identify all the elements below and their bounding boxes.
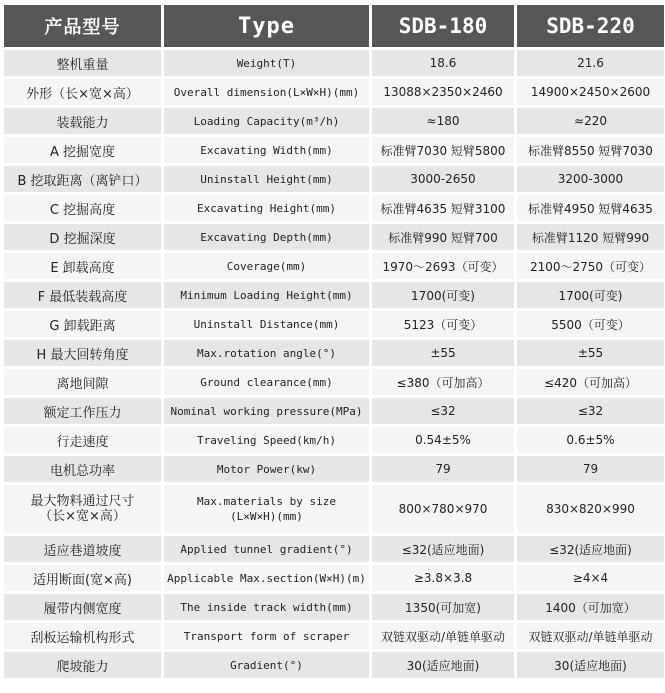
value-sdb-220: 标准臂1120 短臂990 <box>517 224 664 250</box>
param-en: Applied tunnel gradient(°) <box>164 536 369 562</box>
table-row <box>4 79 664 105</box>
table-row <box>4 456 664 482</box>
param-en: Uninstall Height(mm) <box>164 166 369 192</box>
value-sdb-220: 2100～2750（可变） <box>517 253 664 279</box>
table-row <box>4 623 664 649</box>
value-sdb-220: 5500（可变） <box>517 311 664 337</box>
param-en: Excavating Height(mm) <box>164 195 369 221</box>
value-sdb-180: 1350(可加宽) <box>372 594 514 620</box>
value-sdb-180: ±55 <box>372 340 514 366</box>
value-sdb-220: 3200-3000 <box>517 166 664 192</box>
param-en: Excavating Depth(mm) <box>164 224 369 250</box>
param-cn: 适应巷道坡度 <box>4 536 161 562</box>
value-sdb-180: ≤32 <box>372 398 514 424</box>
value-sdb-180: 18.6 <box>372 50 514 76</box>
param-cn: F 最低装载高度 <box>4 282 161 308</box>
value-sdb-180: 3000-2650 <box>372 166 514 192</box>
table-row <box>4 282 664 308</box>
table-row <box>4 137 664 163</box>
value-sdb-220: 1400（可加宽） <box>517 594 664 620</box>
value-sdb-180: ≈180 <box>372 108 514 134</box>
param-cn: 外形（长×宽×高） <box>4 79 161 105</box>
table-row <box>4 594 664 620</box>
param-en: Max.rotation angle(°) <box>164 340 369 366</box>
table-row <box>4 253 664 279</box>
value-sdb-220: 1700(可变) <box>517 282 664 308</box>
param-en-line-2: (L×W×H)(mm) <box>230 510 303 523</box>
value-sdb-220: ≈220 <box>517 108 664 134</box>
value-sdb-220: ≥4×4 <box>517 565 664 591</box>
param-cn: 刮板运输机构形式 <box>4 623 161 649</box>
param-en <box>164 485 369 533</box>
value-sdb-220: ≤32 <box>517 398 664 424</box>
param-en: Excavating Width(mm) <box>164 137 369 163</box>
param-cn: A 挖掘宽度 <box>4 137 161 163</box>
param-en-line-1: Max.materials by size <box>196 495 337 508</box>
value-sdb-180: 800×780×970 <box>372 485 514 533</box>
param-cn: 履带内侧宽度 <box>4 594 161 620</box>
value-sdb-180: 30(适应地面) <box>372 652 514 678</box>
value-sdb-180: ≤380（可加高） <box>372 369 514 395</box>
param-en: Gradient(°) <box>164 652 369 678</box>
table-row <box>4 108 664 134</box>
header-model-sdb-220: SDB-220 <box>517 5 664 47</box>
value-sdb-180: 0.54±5% <box>372 427 514 453</box>
param-en: Traveling Speed(km/h) <box>164 427 369 453</box>
param-cn: 爬坡能力 <box>4 652 161 678</box>
param-cn: 装载能力 <box>4 108 161 134</box>
param-en: Weight(T) <box>164 50 369 76</box>
value-sdb-220: ≤32(适应地面) <box>517 536 664 562</box>
table-row <box>4 50 664 76</box>
value-sdb-180: ≥3.8×3.8 <box>372 565 514 591</box>
param-en: Motor Power(kw) <box>164 456 369 482</box>
value-sdb-220: 30(适应地面) <box>517 652 664 678</box>
value-sdb-180: 5123（可变） <box>372 311 514 337</box>
param-cn-line-1: 最大物料通过尺寸 <box>30 494 135 509</box>
param-cn-line-2: （长×宽×高） <box>39 509 126 524</box>
param-cn: B 挖取距离（离铲口） <box>4 166 161 192</box>
param-cn: 整机重量 <box>4 50 161 76</box>
table-row <box>4 369 664 395</box>
table-row <box>4 195 664 221</box>
param-cn: 行走速度 <box>4 427 161 453</box>
value-sdb-220: 标准臂4950 短臂4635 <box>517 195 664 221</box>
header-row <box>4 5 664 47</box>
value-sdb-180: 1970～2693（可变） <box>372 253 514 279</box>
table-row <box>4 166 664 192</box>
param-en: Overall dimension(L×W×H)(mm) <box>164 79 369 105</box>
value-sdb-180: 13088×2350×2460 <box>372 79 514 105</box>
value-sdb-180: 标准臂7030 短臂5800 <box>372 137 514 163</box>
value-sdb-180: 标准臂4635 短臂3100 <box>372 195 514 221</box>
param-cn: 电机总功率 <box>4 456 161 482</box>
param-cn: 适用断面(宽×高) <box>4 565 161 591</box>
param-en: Loading Capacity(m³/h) <box>164 108 369 134</box>
value-sdb-180: 1700(可变) <box>372 282 514 308</box>
table-row <box>4 536 664 562</box>
table-row <box>4 652 664 678</box>
value-sdb-220: 21.6 <box>517 50 664 76</box>
value-sdb-220: ≤420（可加高） <box>517 369 664 395</box>
value-sdb-220: 830×820×990 <box>517 485 664 533</box>
spec-table <box>1 2 665 681</box>
table-row <box>4 398 664 424</box>
header-type-label: Type <box>164 5 369 47</box>
param-en: Nominal working pressure(MPa) <box>164 398 369 424</box>
value-sdb-220: 79 <box>517 456 664 482</box>
value-sdb-220: 双链双驱动/单链单驱动 <box>517 623 664 649</box>
table-row <box>4 565 664 591</box>
table-row <box>4 427 664 453</box>
value-sdb-180: 标准臂990 短臂700 <box>372 224 514 250</box>
param-en: Ground clearance(mm) <box>164 369 369 395</box>
value-sdb-180: 79 <box>372 456 514 482</box>
param-cn: G 卸载距离 <box>4 311 161 337</box>
header-model-label: 产品型号 <box>4 5 161 47</box>
value-sdb-220: 0.6±5% <box>517 427 664 453</box>
table-row <box>4 224 664 250</box>
param-cn <box>4 485 161 533</box>
param-cn: E 卸载高度 <box>4 253 161 279</box>
header-model-sdb-180: SDB-180 <box>372 5 514 47</box>
table-row <box>4 311 664 337</box>
param-en: Uninstall Distance(mm) <box>164 311 369 337</box>
table-row <box>4 485 664 533</box>
param-cn: 离地间隙 <box>4 369 161 395</box>
value-sdb-180: ≤32(适应地面) <box>372 536 514 562</box>
param-en: Minimum Loading Height(mm) <box>164 282 369 308</box>
table-row <box>4 340 664 366</box>
value-sdb-220: 标准臂8550 短臂7030 <box>517 137 664 163</box>
value-sdb-180: 双链双驱动/单链单驱动 <box>372 623 514 649</box>
param-en: Transport form of scraper <box>164 623 369 649</box>
param-cn: 额定工作压力 <box>4 398 161 424</box>
param-en: Coverage(mm) <box>164 253 369 279</box>
param-en: The inside track width(mm) <box>164 594 369 620</box>
param-cn: H 最大回转角度 <box>4 340 161 366</box>
value-sdb-220: 14900×2450×2600 <box>517 79 664 105</box>
param-cn: D 挖掘深度 <box>4 224 161 250</box>
value-sdb-220: ±55 <box>517 340 664 366</box>
param-en: Applicable Max.section(W×H)(m) <box>164 565 369 591</box>
param-cn: C 挖掘高度 <box>4 195 161 221</box>
